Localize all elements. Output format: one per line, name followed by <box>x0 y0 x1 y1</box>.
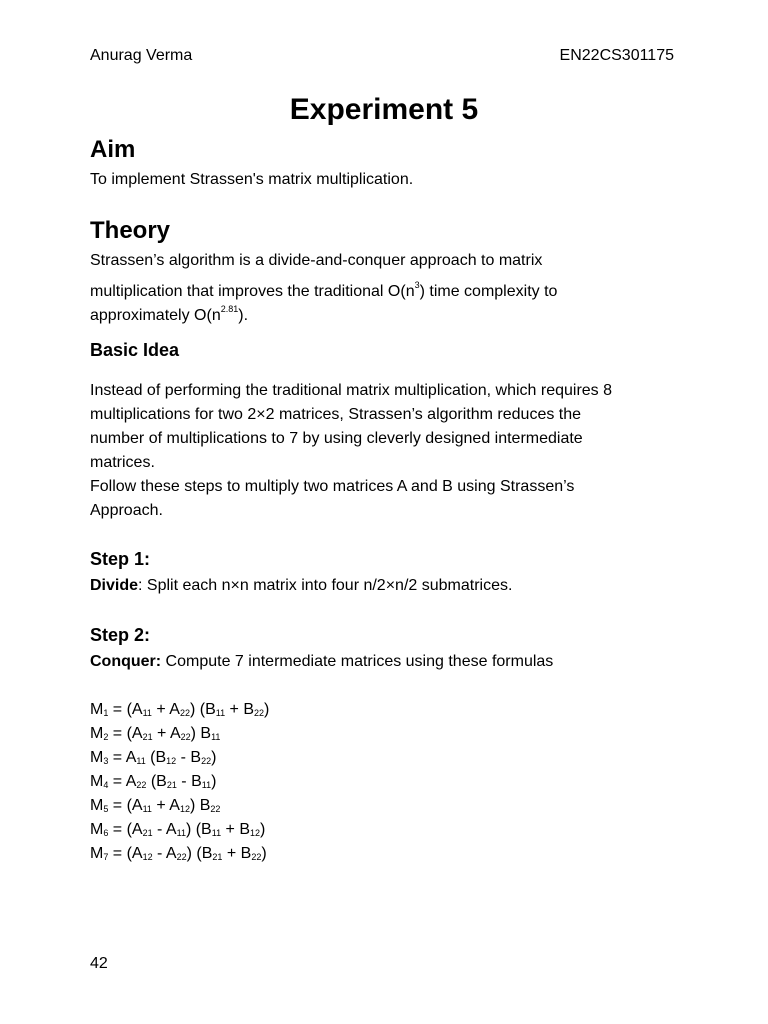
subscript: 21 <box>212 852 223 862</box>
subscript: 21 <box>166 780 177 790</box>
basic-idea-line: Instead of performing the traditional matrix multiplication, which requires 8 <box>90 382 613 399</box>
step1-label: Divide <box>90 577 139 594</box>
subscript: 22 <box>136 780 147 790</box>
subscript: 12 <box>249 828 260 838</box>
exponent: 3 <box>414 280 420 290</box>
aim-heading: Aim <box>90 136 136 163</box>
subscript: 11 <box>142 804 152 814</box>
basic-idea-line: number of multiplications to 7 by using cleverly designed intermediate <box>90 430 583 447</box>
step2-label: Conquer: <box>90 653 162 670</box>
aim-text: To implement Strassen's matrix multiplication. <box>90 171 414 188</box>
formula-line: $M_4 = A_{22}$ $(B_{21} - B_{11})$ <box>90 773 217 790</box>
subscript: 5 <box>103 804 109 814</box>
basic-idea-heading: Basic Idea <box>90 340 180 360</box>
step2-text: Conquer: Compute 7 intermediate matrices using these formulas <box>90 653 554 670</box>
formula-line: $M_5 = (A_{11} + A_{12})$ $B_{22}$ <box>90 797 221 814</box>
header-roll-number: EN22CS301175 <box>559 47 674 64</box>
theory-line: approximately $O(n^{2.81})$. <box>90 304 249 324</box>
subscript: 22 <box>201 756 212 766</box>
subscript: 12 <box>142 852 153 862</box>
subscript: 6 <box>103 828 109 838</box>
subscript: 4 <box>103 780 109 790</box>
header-author: Anurag Verma <box>90 47 193 64</box>
page-title: Experiment 5 <box>289 93 479 126</box>
subscript: 3 <box>103 756 109 766</box>
subscript: 11 <box>176 828 186 838</box>
subscript: 12 <box>166 756 177 766</box>
subscript: 11 <box>215 708 226 718</box>
basic-idea-line: Approach. <box>90 502 163 519</box>
formula-line: $M_2 = (A_{21} + A_{22})$ $B_{11}$ <box>90 725 221 742</box>
subscript: 2 <box>103 732 109 742</box>
subscript: 11 <box>136 756 146 766</box>
step2-heading: Step 2: <box>90 625 151 645</box>
basic-idea-line: matrices. <box>90 454 155 471</box>
subscript: 11 <box>201 780 212 790</box>
formula-line: $M_7 = (A_{12} - A_{22}) (B_{21} + B_{22})$ <box>90 845 267 862</box>
subscript: 11 <box>211 732 221 742</box>
page-number: 42 <box>90 955 108 972</box>
subscript: 12 <box>179 804 190 814</box>
formula-line: $M_1 = (A_{11} + A_{22}) (B_{11} + B_{22})$ <box>90 701 270 718</box>
step1-heading: Step 1: <box>90 549 151 569</box>
subscript: 22 <box>254 708 265 718</box>
subscript: 22 <box>251 852 262 862</box>
subscript: 11 <box>211 828 222 838</box>
formula-list <box>90 698 269 866</box>
step1-text: Divide: Split each n×n matrix into four n/2×n/2 submatrices. <box>90 577 513 594</box>
subscript: 22 <box>210 804 221 814</box>
basic-idea-line: multiplications for two 2×2 matrices, Strassen’s algorithm reduces the <box>90 406 582 423</box>
subscript: 22 <box>179 708 190 718</box>
theory-heading: Theory <box>90 217 171 244</box>
formula-line: $M_3 = A_{11}$ $(B_{12} - B_{22})$ <box>90 749 217 766</box>
basic-idea-line: Follow these steps to multiply two matrices A and B using Strassen’s <box>90 478 575 495</box>
theory-line: multiplication that improves the traditional $O(n^3)$ time complexity to <box>90 280 558 300</box>
theory-line: Strassen’s algorithm is a divide-and-conquer approach to matrix <box>90 252 543 269</box>
subscript: 21 <box>142 828 153 838</box>
theory-paragraph <box>90 249 558 324</box>
subscript: 22 <box>176 852 187 862</box>
subscript: 1 <box>103 708 109 718</box>
subscript: 21 <box>142 732 153 742</box>
subscript: 11 <box>142 708 152 718</box>
subscript: 22 <box>180 732 191 742</box>
basic-idea-paragraph <box>90 379 612 523</box>
formula-line: $M_6 = (A_{21} - A_{11}) (B_{11} + B_{12})$ <box>90 821 266 838</box>
exponent: 2.81 <box>220 304 239 314</box>
subscript: 7 <box>103 852 109 862</box>
